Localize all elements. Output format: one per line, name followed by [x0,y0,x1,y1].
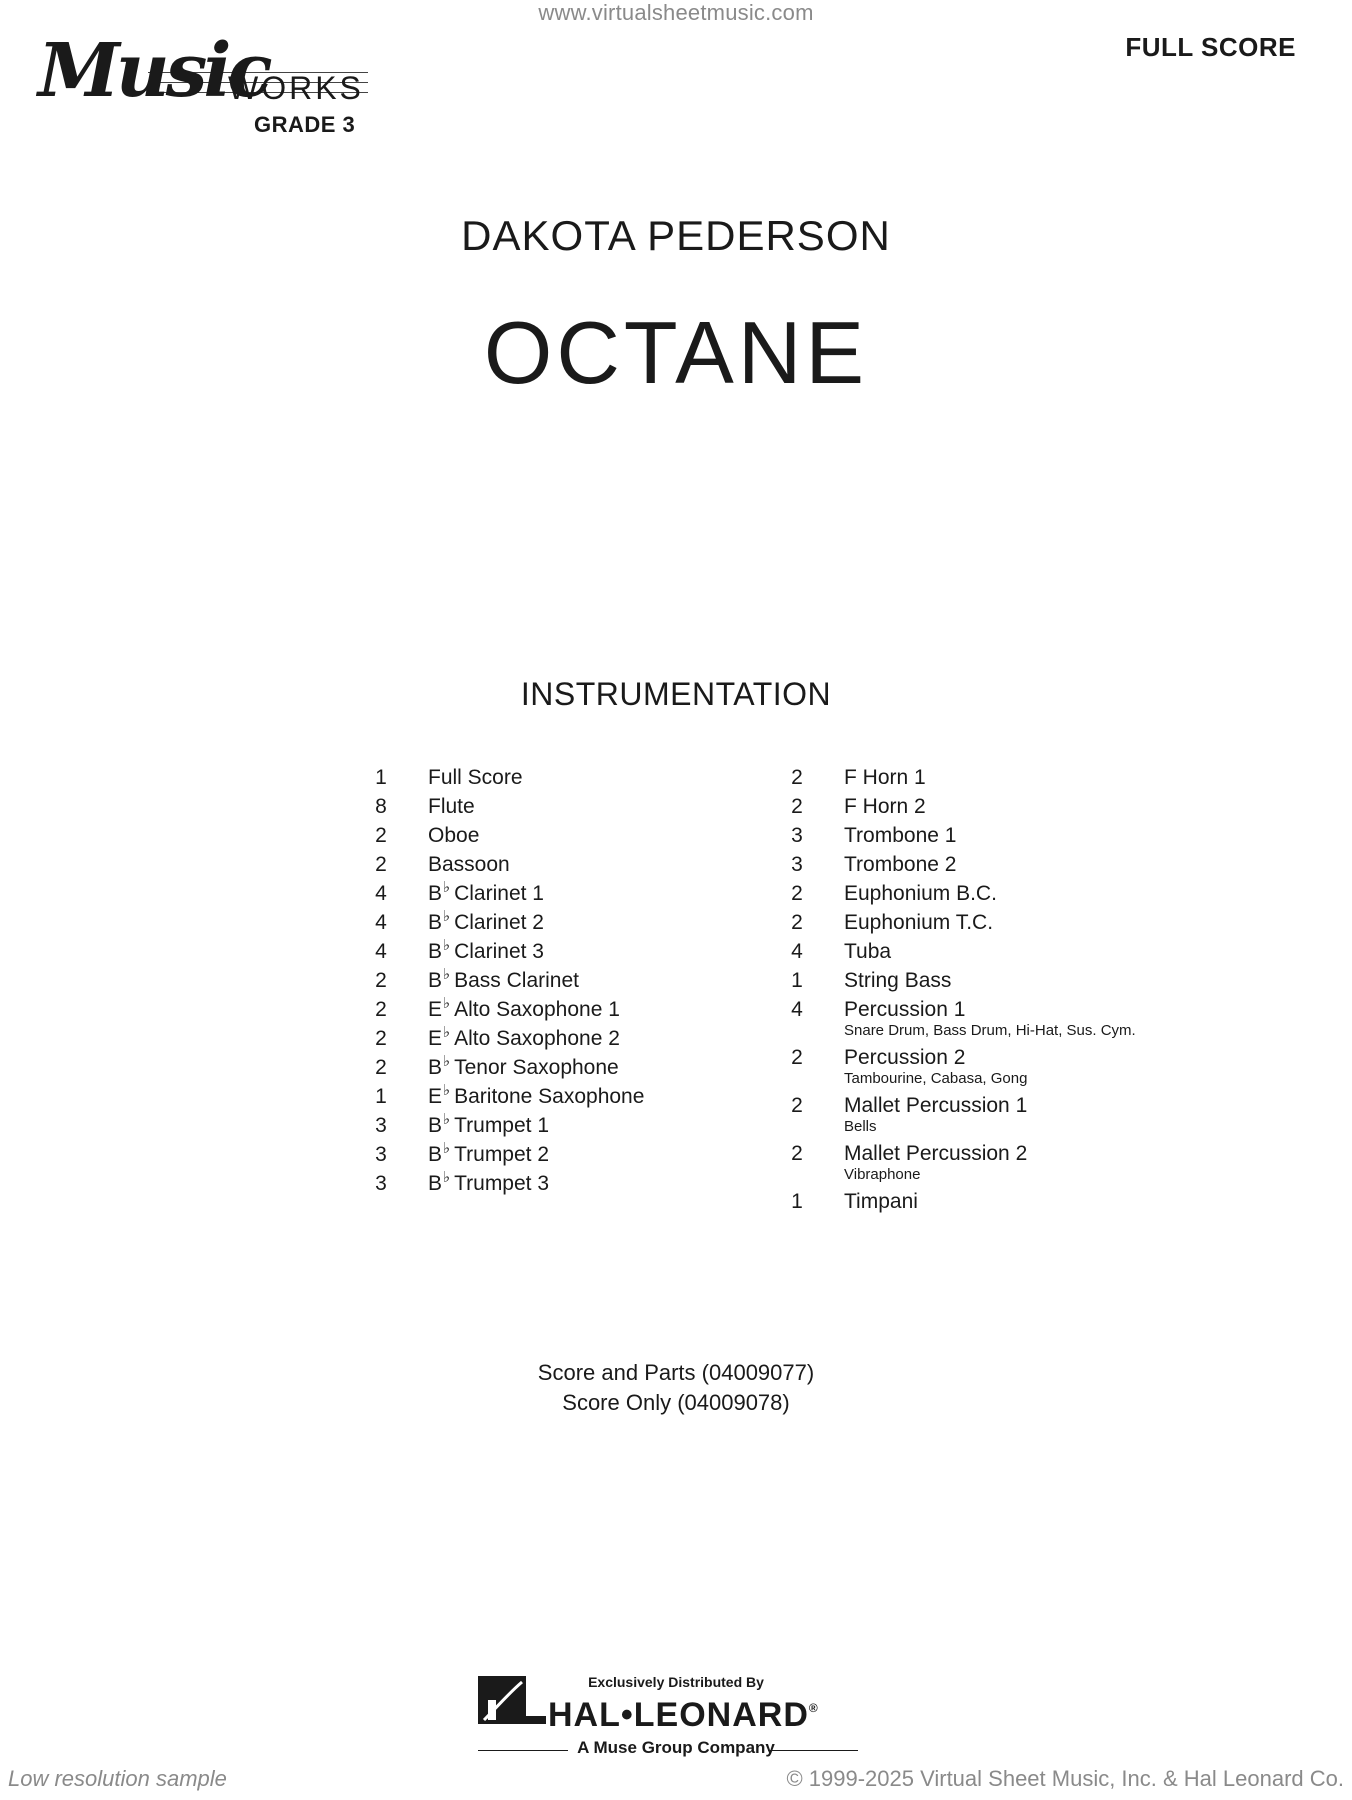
score-only-code: Score Only (04009078) [562,1390,790,1415]
composer-name: DAKOTA PEDERSON [461,212,891,259]
instrument-name-text: Trumpet 1 [454,1114,550,1137]
instrument-row [366,1140,806,1169]
instrument-row [366,937,806,966]
instrument-name [428,908,544,939]
instrument-name [428,1082,644,1113]
instrument-name [844,763,926,792]
instrument-name-text: Oboe [428,824,480,847]
instrument-name [428,1053,619,1084]
instrument-row [782,1139,1222,1187]
instrument-quantity: 3 [375,1143,387,1166]
instrument-name [844,966,951,995]
logo-works-text: WORKS [228,70,364,106]
instrument-name [428,995,620,1026]
instrument-key: B [428,969,443,992]
instrument-row [366,1053,806,1082]
copyright-notice: © 1999-2025 Virtual Sheet Music, Inc. & Hal Leonard Co. [786,1766,1344,1791]
instrument-quantity: 2 [791,1142,803,1165]
instrument-name [844,908,993,937]
instrument-quantity: 1 [375,766,387,789]
instrument-quantity: 2 [375,1027,387,1050]
flat-sign-icon: ♭ [443,1053,451,1070]
instrument-subtext: Vibraphone [844,1166,921,1183]
instrument-key: E [428,1027,443,1050]
instrument-quantity: 3 [791,824,803,847]
instrument-name [428,821,479,850]
low-resolution-notice: Low resolution sample [8,1766,227,1791]
instrument-name [428,879,544,910]
instrument-name-text: Bassoon [428,853,510,876]
flat-sign-icon: ♭ [443,966,451,983]
instrument-name [428,1140,549,1171]
instrument-name [844,850,956,879]
flat-sign-icon: ♭ [443,937,451,954]
instrument-row [366,995,806,1024]
instrument-name-text: Bass Clarinet [454,969,579,992]
instrument-key: B [428,1114,443,1137]
instrument-row [782,995,1222,1043]
instrument-row [366,1082,806,1111]
instrument-name-text: Trumpet 3 [454,1172,550,1195]
instrument-name-text: F Horn 1 [844,766,926,789]
score-and-parts-code: Score and Parts (04009077) [537,1360,815,1385]
instrument-name [428,792,475,821]
instrument-name-text: Tenor Saxophone [454,1056,619,1079]
instrument-name-text: Alto Saxophone 1 [454,998,620,1021]
flat-sign-icon: ♭ [443,879,451,896]
instrument-row [782,1043,1222,1091]
hal-leonard-logo-icon [478,1676,546,1732]
instrument-row [366,1169,806,1198]
instrument-name-text: Mallet Percussion 2 [844,1142,1028,1165]
instrument-name [428,1169,549,1200]
instrument-key: E [428,998,443,1021]
instrument-name-text: Trumpet 2 [454,1143,550,1166]
instrument-name-text: Euphonium B.C. [844,882,997,905]
instrument-name-text: Clarinet 1 [454,882,544,905]
instrument-quantity: 2 [791,882,803,905]
instrument-row [366,966,806,995]
instrument-quantity: 8 [375,795,387,818]
instrument-subtext: Bells [844,1118,877,1135]
instrument-quantity: 2 [791,911,803,934]
instrument-name-text: Tuba [844,940,892,963]
instrument-name [428,1111,549,1142]
instrument-row [782,850,1222,879]
instrument-name [428,1024,620,1055]
instrument-row [366,879,806,908]
instrument-name-text: Trombone 1 [844,824,957,847]
instrument-row [366,908,806,937]
instrument-quantity: 1 [375,1085,387,1108]
instrument-quantity: 2 [791,795,803,818]
instrument-quantity: 2 [375,1056,387,1079]
instrument-row [782,937,1222,966]
instrument-subtext: Snare Drum, Bass Drum, Hi-Hat, Sus. Cym. [844,1022,1136,1039]
instrument-quantity: 2 [375,969,387,992]
flat-sign-icon: ♭ [443,1024,451,1041]
flat-sign-icon: ♭ [443,1111,451,1128]
instrument-quantity: 4 [791,940,803,963]
instrument-quantity: 1 [791,1190,803,1213]
instrument-list-right [782,763,1222,1216]
instrument-quantity: 2 [375,853,387,876]
instrument-name [428,966,579,997]
instrument-row [782,821,1222,850]
flat-sign-icon: ♭ [443,908,451,925]
instrument-name [844,792,926,821]
watermark-url: www.virtualsheetmusic.com [538,0,814,25]
flat-sign-icon: ♭ [443,1169,451,1186]
instrument-name [844,1091,1027,1135]
instrument-name-text: Mallet Percussion 1 [844,1094,1028,1117]
instrument-quantity: 2 [375,824,387,847]
instrument-quantity: 4 [375,882,387,905]
instrument-quantity: 2 [375,998,387,1021]
instrument-row [366,1111,806,1140]
instrument-quantity: 2 [791,1046,803,1069]
instrument-row [366,792,806,821]
instrument-name-text: Timpani [844,1190,918,1213]
instrument-name [844,821,956,850]
instrument-key: B [428,911,443,934]
distributor-name: HAL•LEONARD® [548,1696,819,1734]
instrument-name-text: String Bass [844,969,952,992]
instrument-subtext: Tambourine, Cabasa, Gong [844,1070,1028,1087]
instrument-quantity: 3 [375,1172,387,1195]
instrumentation-heading: INSTRUMENTATION [520,676,832,712]
catalog-codes [0,1358,1352,1418]
instrument-name-text: Trombone 2 [844,853,957,876]
distributor-tagline: Exclusively Distributed By [588,1674,764,1690]
instrument-quantity: 2 [791,766,803,789]
instrument-name-text: Euphonium T.C. [844,911,994,934]
instrument-row [782,763,1222,792]
instrument-quantity: 4 [791,998,803,1021]
instrument-row [366,763,806,792]
instrument-row [782,1187,1222,1216]
flat-sign-icon: ♭ [443,995,451,1012]
instrument-row [782,908,1222,937]
instrument-name-text: Percussion 1 [844,998,966,1021]
instrument-name-text: F Horn 2 [844,795,926,818]
instrument-name [428,850,510,879]
flat-sign-icon: ♭ [443,1140,451,1157]
instrument-quantity: 3 [375,1114,387,1137]
instrument-quantity: 1 [791,969,803,992]
instrument-row [782,792,1222,821]
instrument-name [428,937,544,968]
instrument-row [782,966,1222,995]
distributor-company: A Muse Group Company [577,1738,775,1757]
instrument-key: B [428,940,443,963]
instrument-quantity: 2 [791,1094,803,1117]
instrument-name-text: Full Score [428,766,523,789]
instrument-row [366,1024,806,1053]
instrument-name-text: Alto Saxophone 2 [454,1027,620,1050]
instrument-key: E [428,1085,443,1108]
instrument-name [844,937,891,966]
instrument-name [844,879,997,908]
instrument-quantity: 3 [791,853,803,876]
instrument-name-text: Percussion 2 [844,1046,966,1069]
musicworks-logo [38,28,378,144]
instrument-key: B [428,1143,443,1166]
instrument-quantity: 4 [375,940,387,963]
instrument-name-text: Flute [428,795,475,818]
piece-title: OCTANE [483,303,869,402]
instrument-quantity: 4 [375,911,387,934]
instrument-name-text: Baritone Saxophone [454,1085,645,1108]
instrument-row [782,1091,1222,1139]
instrument-key: B [428,882,443,905]
instrument-row [782,879,1222,908]
logo-script-text: Music [38,28,269,114]
instrument-name [844,995,1136,1039]
instrument-name [844,1139,1027,1183]
instrument-row [366,821,806,850]
score-type-label: FULL SCORE [1125,32,1296,62]
instrument-key: B [428,1056,443,1079]
instrument-name-text: Clarinet 2 [454,911,544,934]
instrument-name [844,1187,918,1216]
instrument-name [844,1043,1027,1087]
instrument-key: B [428,1172,443,1195]
instrument-name [428,763,523,792]
grade-label: GRADE 3 [254,112,356,137]
instrument-name-text: Clarinet 3 [454,940,544,963]
instrument-row [366,850,806,879]
flat-sign-icon: ♭ [443,1082,451,1099]
instrument-list-left [366,763,806,1198]
